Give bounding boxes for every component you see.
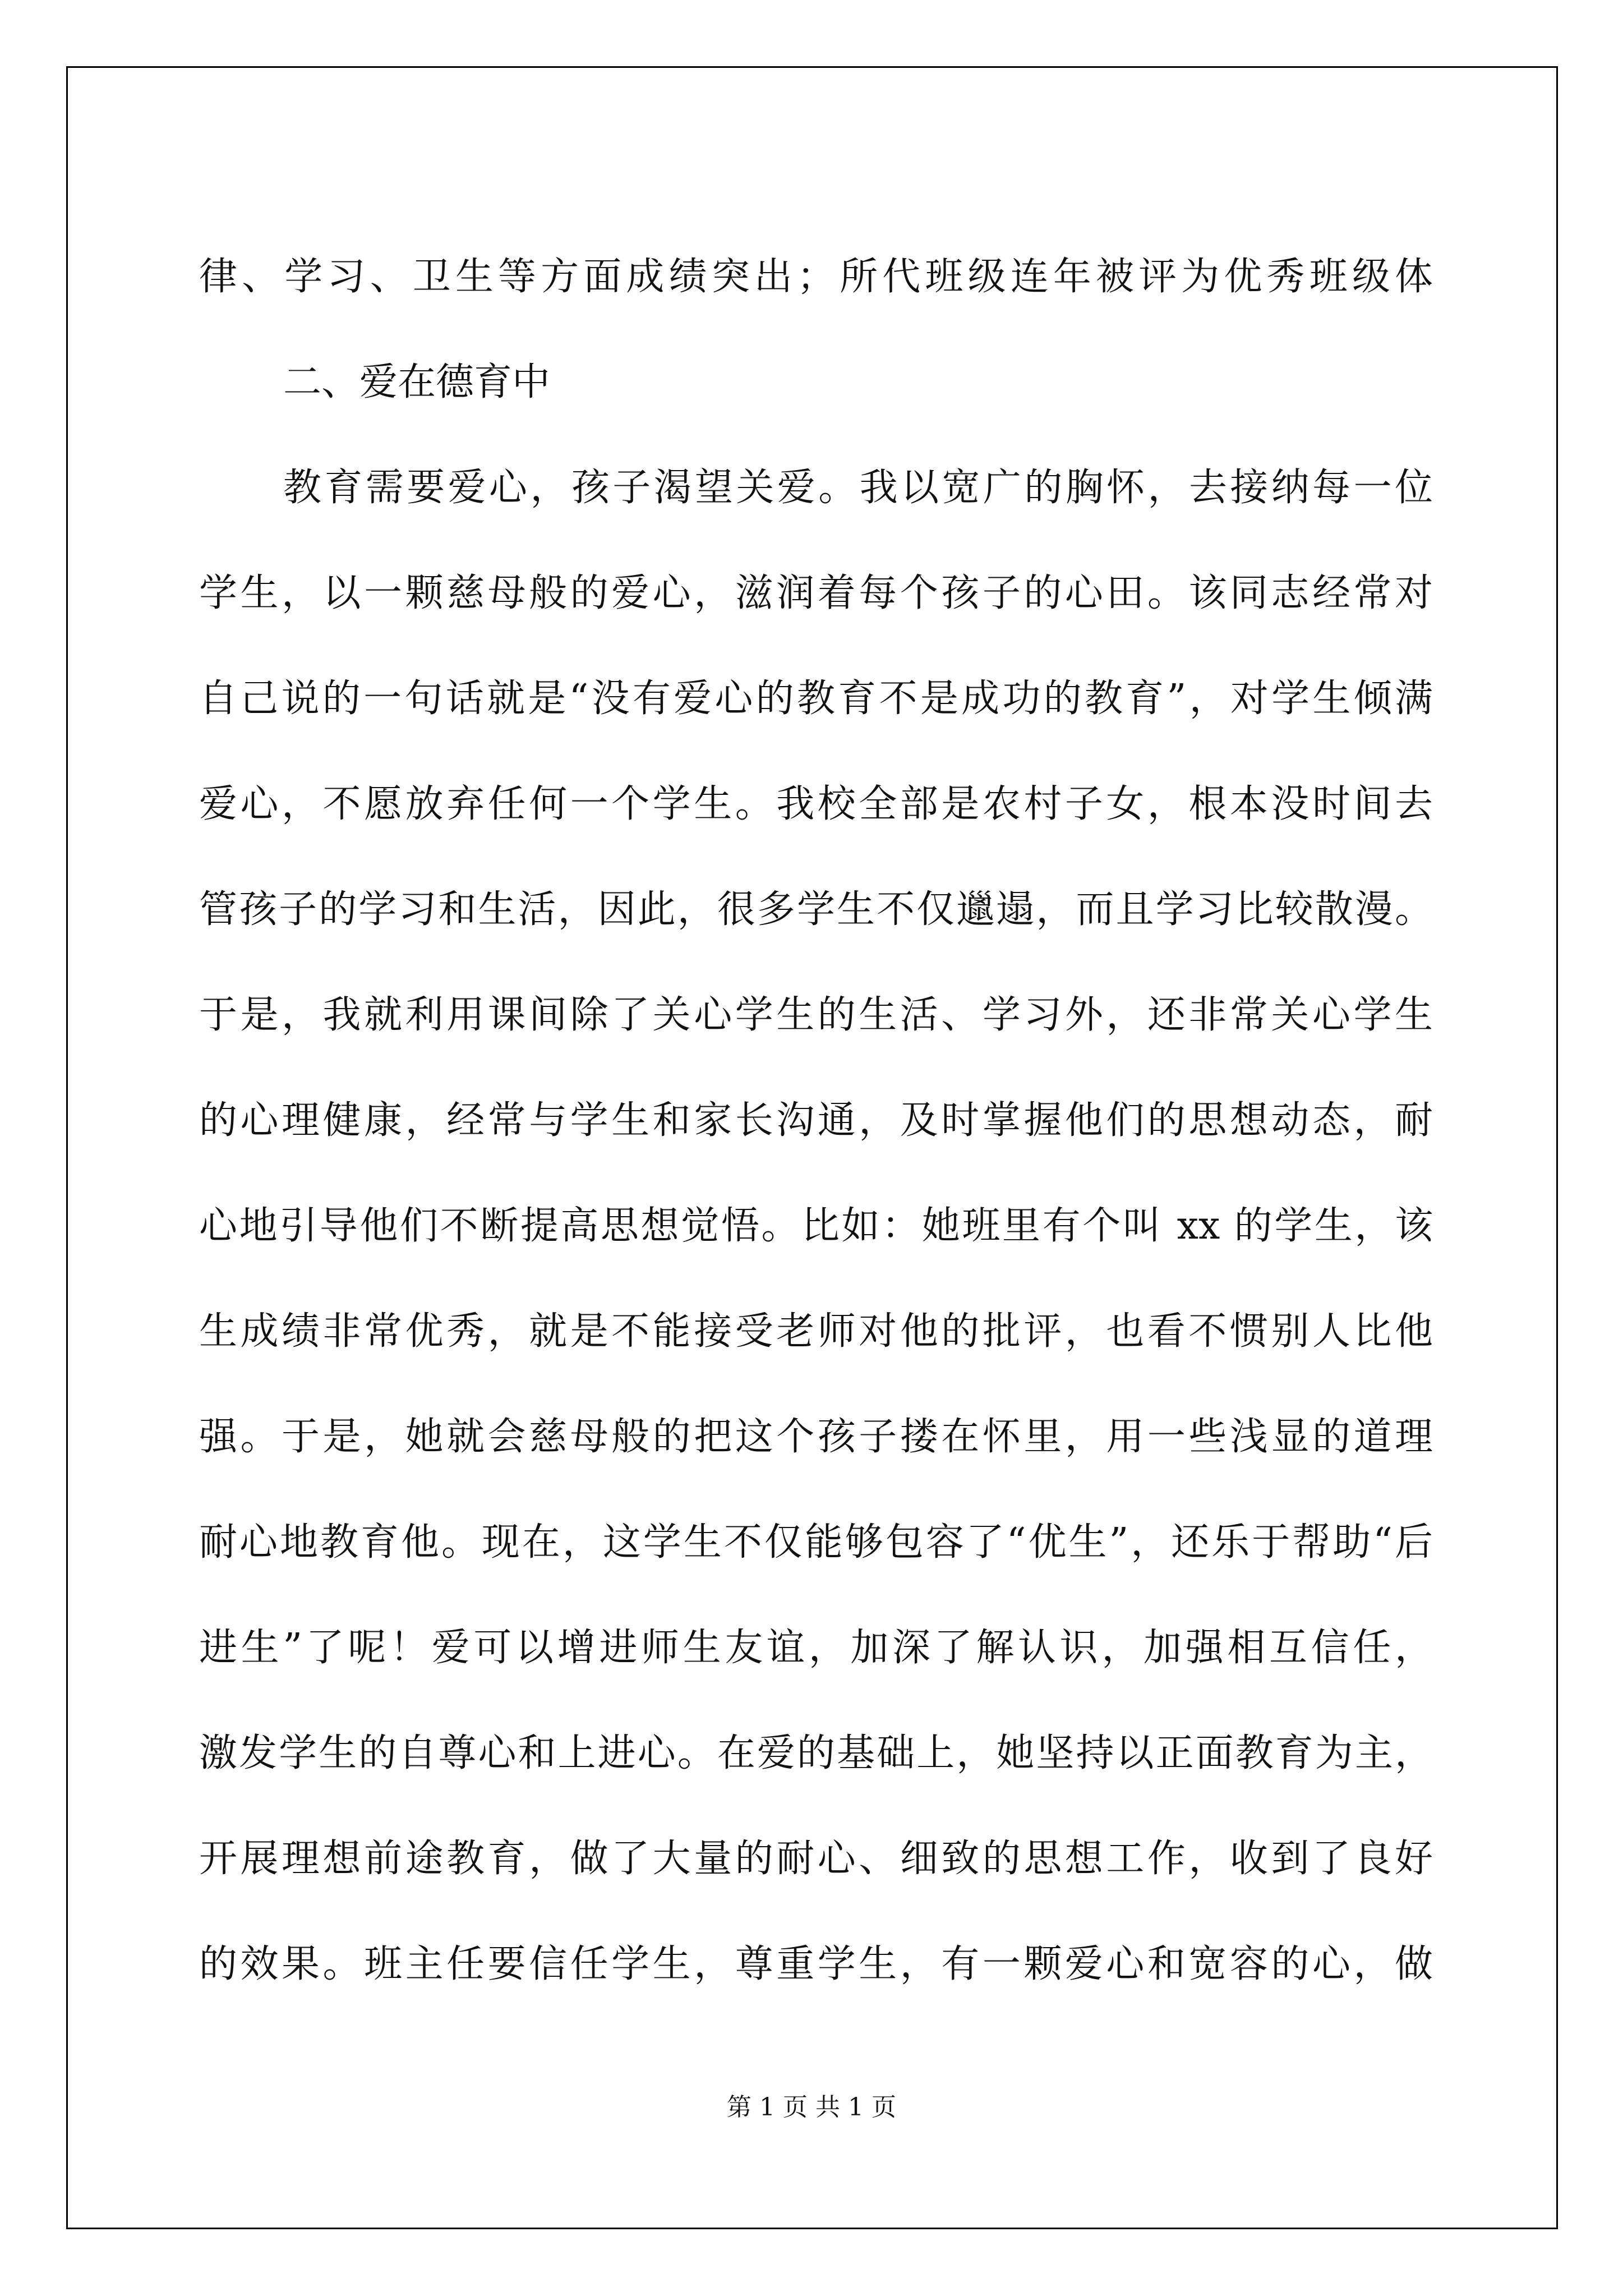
paragraph-line: 耐心地教育他。现在，这学生不仅能够包容了“优生”，还乐于帮助“后 [199, 1520, 1433, 1565]
paragraph-line: 爱心，不愿放弃任何一个学生。我校全部是农村子女，根本没时间去 [199, 782, 1433, 826]
document-body [199, 224, 1433, 2017]
paragraph-line: 强。于是，她就会慈母般的把这个孩子搂在怀里，用一些浅显的道理 [199, 1415, 1433, 1459]
section-heading: 二、爱在德育中 [283, 360, 551, 404]
paragraph-line: 于是，我就利用课间除了关心学生的生活、学习外，还非常关心学生 [199, 993, 1433, 1037]
paragraph-line: 的心理健康，经常与学生和家长沟通，及时掌握他们的思想动态，耐 [199, 1098, 1433, 1143]
paragraph-line: 学生，以一颗慈母般的爱心，滋润着每个孩子的心田。该同志经常对 [199, 571, 1433, 615]
page-number: 第 1 页 共 1 页 [727, 2093, 896, 2122]
paragraph-line: 律、学习、卫生等方面成绩突出；所代班级连年被评为优秀班级体 [199, 255, 1433, 299]
page-footer [0, 2087, 1623, 2123]
paragraph-line: 管孩子的学习和生活，因此，很多学生不仅邋遢，而且学习比较散漫。 [199, 887, 1433, 932]
paragraph-line: 自己说的一句话就是“没有爱心的教育不是成功的教育”，对学生倾满 [199, 677, 1433, 721]
paragraph-line: 开展理想前途教育，做了大量的耐心、细致的思想工作，收到了良好 [199, 1837, 1433, 1881]
paragraph-line: 的效果。班主任要信任学生，尊重学生，有一颗爱心和宽容的心，做 [199, 1942, 1433, 1986]
paragraph-line: 进生”了呢！爱可以增进师生友谊，加深了解认识，加强相互信任， [199, 1626, 1433, 1670]
paragraph-line: 教育需要爱心，孩子渴望关爱。我以宽广的胸怀，去接纳每一位 [283, 466, 1433, 510]
paragraph-line: 生成绩非常优秀，就是不能接受老师对他的批评，也看不惯别人比他 [199, 1309, 1433, 1354]
paragraph-line: 激发学生的自尊心和上进心。在爱的基础上，她坚持以正面教育为主， [199, 1731, 1433, 1775]
paragraph-line: 心地引导他们不断提高思想觉悟。比如：她班里有个叫 xx 的学生，该 [199, 1204, 1433, 1248]
